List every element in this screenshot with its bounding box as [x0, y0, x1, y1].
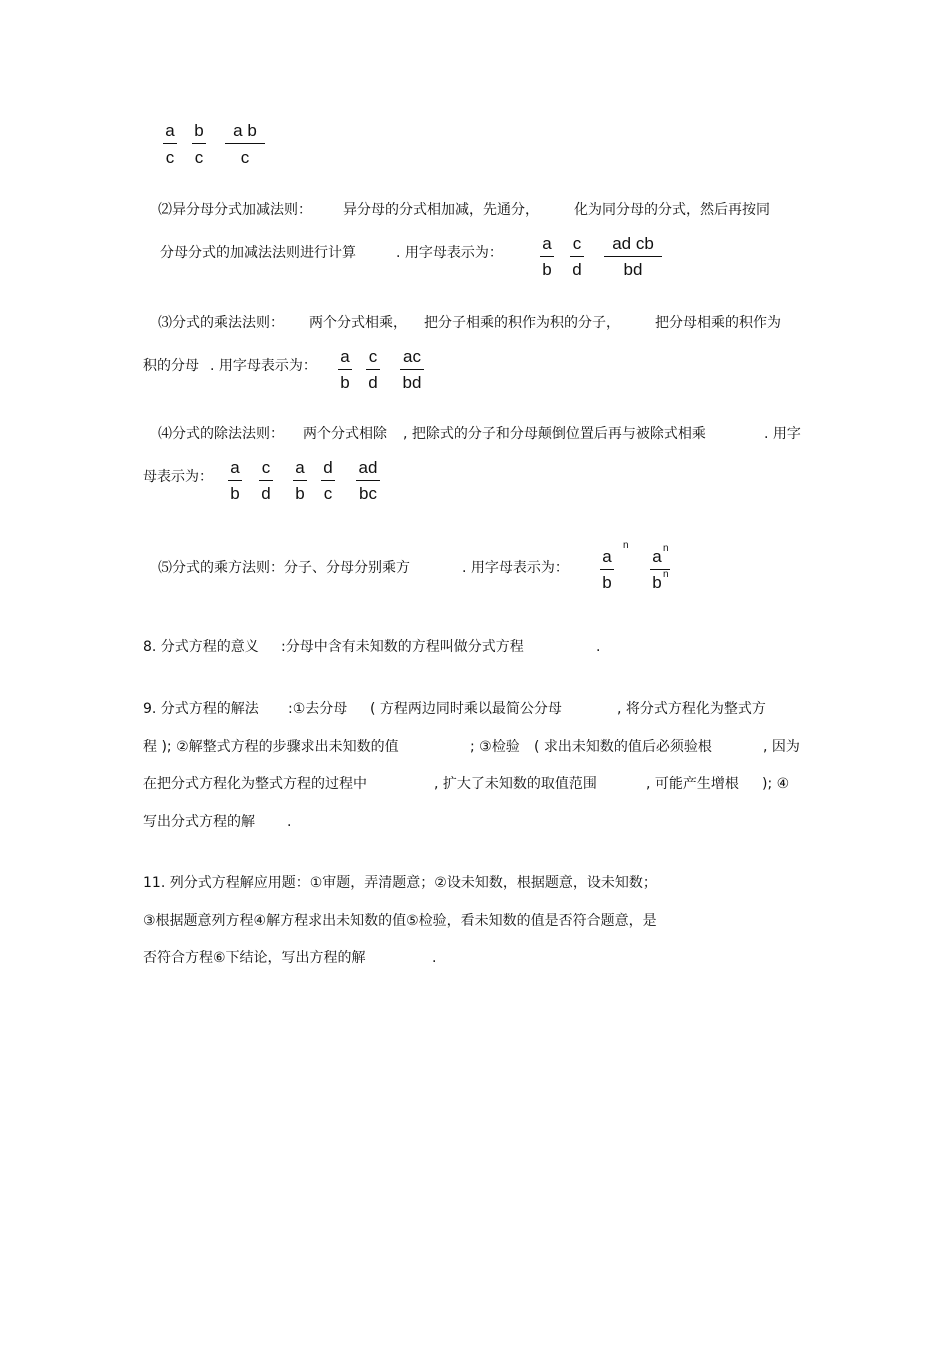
item-9-text: , 将分式方程化为整式方	[617, 701, 766, 717]
fraction-bar	[540, 256, 554, 257]
item-8-text: :分母中含有未知数的方程叫做分式方程	[281, 639, 524, 655]
denominator: b	[340, 373, 350, 392]
item-9-period: .	[287, 814, 292, 830]
rule-3-text: 积的分母	[143, 358, 199, 374]
fraction-bar	[366, 369, 380, 370]
item-11-text: 否符合方程⑥下结论，写出方程的解	[143, 950, 366, 966]
item-9-text: , 可能产生增根	[646, 776, 739, 792]
item-9-text: 程 ); ②解整式方程的步骤求出未知数的值	[143, 739, 399, 755]
denominator: d	[261, 484, 271, 503]
numerator: c	[368, 347, 378, 366]
denominator: d	[572, 260, 582, 279]
item-9-text: 写出分式方程的解	[143, 814, 255, 830]
denominator: b	[542, 260, 552, 279]
denominator: bc	[359, 484, 377, 503]
item-8-heading: 8. 分式方程的意义	[143, 639, 259, 655]
exponent: n	[663, 543, 669, 554]
item-11-text: 11. 列分式方程解应用题：①审题，弄清题意；②设未知数，根据题意，设未知数；	[143, 875, 657, 891]
numerator: ad cb	[612, 234, 654, 253]
fraction-bar	[225, 143, 265, 144]
rule-2-text: 异分母的分式相加减，先通分，	[343, 202, 539, 218]
fraction-bar	[570, 256, 584, 257]
fraction-bar	[293, 480, 307, 481]
rule-3-heading: ⑶分式的乘法法则：	[158, 315, 284, 331]
numerator: ad	[358, 458, 378, 477]
numerator: a	[295, 458, 305, 477]
rule-2-heading: ⑵异分母分式加减法则：	[158, 202, 312, 218]
rule-3-text: . 用字母表示为：	[210, 358, 317, 374]
numerator: a	[165, 121, 175, 140]
numerator: a	[230, 458, 240, 477]
rule-3-text: 把分母相乘的积作为	[655, 315, 781, 331]
numerator: d	[323, 458, 333, 477]
item-11-text: ③根据题意列方程④解方程求出未知数的值⑤检验，看未知数的值是否符合题意，是	[143, 913, 657, 929]
numerator: ac	[403, 347, 421, 366]
rule-2-text: . 用字母表示为：	[396, 245, 503, 261]
rule-2-text: 化为同分母的分式，然后再按同	[574, 202, 770, 218]
item-9-text: 在把分式方程化为整式方程的过程中	[143, 776, 367, 792]
numerator: c	[261, 458, 271, 477]
denominator: bd	[623, 260, 643, 279]
denominator: b	[652, 573, 662, 592]
numerator: a	[340, 347, 350, 366]
item-9-text: :①去分母	[288, 701, 348, 717]
denominator: b	[230, 484, 240, 503]
denominator: d	[368, 373, 378, 392]
denominator: c	[240, 148, 250, 167]
item-11-period: .	[432, 950, 437, 966]
numerator: a	[542, 234, 552, 253]
numerator: a	[602, 547, 612, 566]
item-9-heading: 9. 分式方程的解法	[143, 701, 259, 717]
item-9-text: ( 求出未知数的值后必须验根	[534, 739, 712, 755]
rule-4-text: 母表示为：	[143, 469, 213, 485]
numerator: c	[572, 234, 582, 253]
item-8-period: .	[596, 639, 601, 655]
item-9-text: , 因为	[763, 739, 800, 755]
fraction-bar	[192, 143, 206, 144]
denominator: c	[323, 484, 333, 503]
exponent: n	[663, 569, 669, 580]
fraction-bar	[400, 369, 424, 370]
fraction-bar	[604, 256, 662, 257]
rule-3-text: 把分子相乘的积作为积的分子，	[424, 315, 620, 331]
denominator: c	[165, 148, 175, 167]
item-9-text: , 扩大了未知数的取值范围	[434, 776, 597, 792]
denominator: c	[194, 148, 204, 167]
fraction-bar	[356, 480, 380, 481]
denominator: bd	[402, 373, 422, 392]
item-9-text: ); ④	[762, 776, 790, 792]
fraction-bar	[338, 369, 352, 370]
fraction-bar	[228, 480, 242, 481]
rule-4-text: , 把除式的分子和分母颠倒位置后再与被除式相乘	[403, 426, 706, 442]
item-9-text: ; ③检验	[470, 739, 520, 755]
fraction-bar	[163, 143, 177, 144]
rule-3-text: 两个分式相乘，	[309, 315, 407, 331]
rule-4-heading: ⑷分式的除法法则：	[158, 426, 284, 442]
fraction-bar	[600, 569, 614, 570]
rule-4-text: 两个分式相除	[303, 426, 387, 442]
item-9-text: ( 方程两边同时乘以最简公分母	[370, 701, 562, 717]
rule-2-text: 分母分式的加减法法则进行计算	[160, 245, 356, 261]
denominator: b	[602, 573, 612, 592]
rule-5-text: . 用字母表示为：	[462, 560, 569, 576]
fraction-bar	[259, 480, 273, 481]
rule-4-text: . 用字	[764, 426, 801, 442]
numerator: a b	[233, 121, 257, 140]
numerator: a	[652, 547, 662, 566]
numerator: b	[194, 121, 204, 140]
fraction-bar	[321, 480, 335, 481]
denominator: b	[295, 484, 305, 503]
exponent: n	[623, 540, 629, 551]
rule-5-heading: ⑸分式的乘方法则：分子、分母分别乘方	[158, 560, 410, 576]
